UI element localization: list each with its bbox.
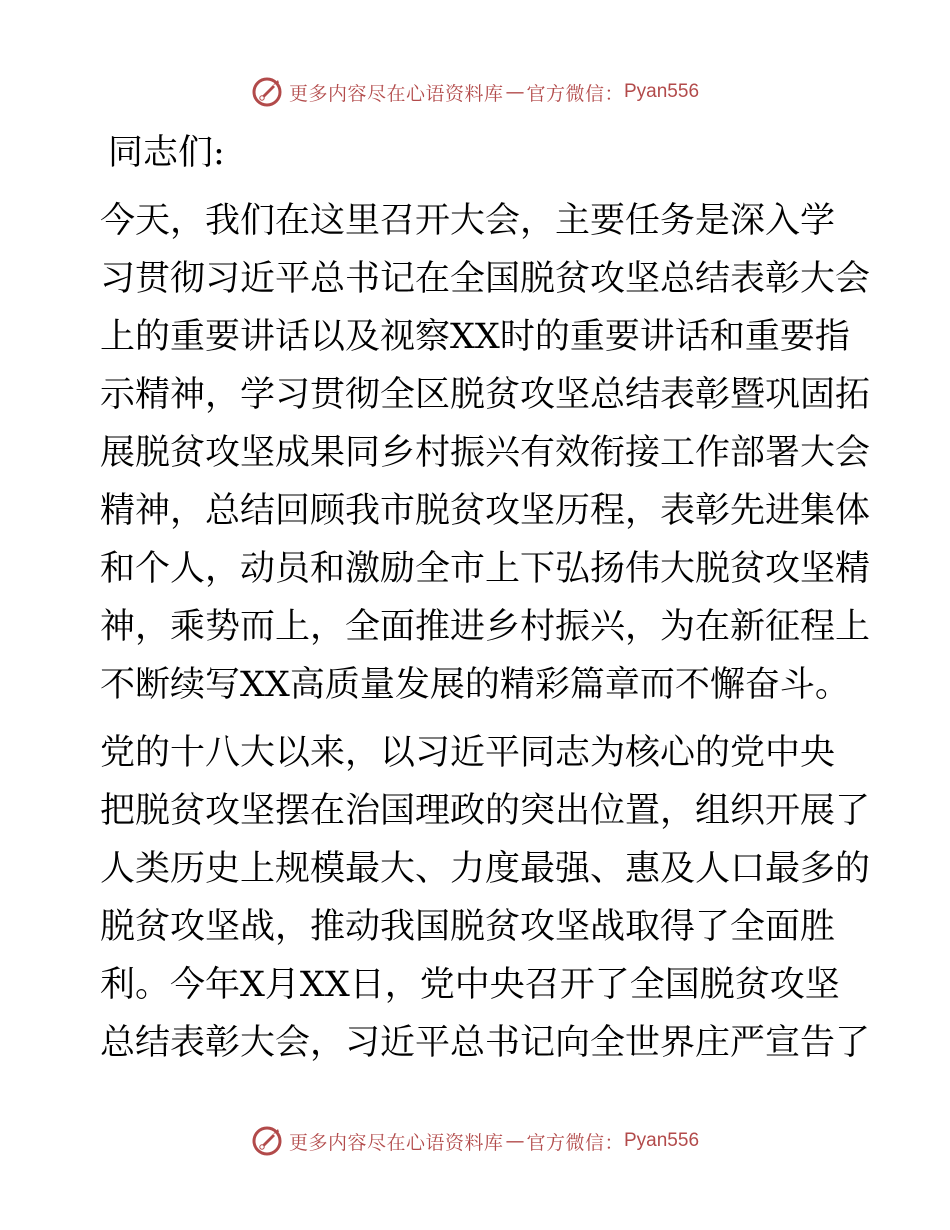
paragraph-line: 精神，总结回顾我市脱贫攻坚历程，表彰先进集体 bbox=[100, 491, 871, 531]
header-separator: — bbox=[505, 81, 525, 103]
paragraph-line: 人类历史上规模最大、力度最强、惠及人口最多的 bbox=[100, 849, 871, 889]
paragraph-line: 展脱贫攻坚成果同乡村振兴有效衔接工作部署大会 bbox=[100, 433, 871, 473]
page-header-watermark bbox=[0, 72, 950, 112]
paragraph-line: 今天，我们在这里召开大会，主要任务是深入学 bbox=[100, 201, 836, 241]
footer-separator: — bbox=[505, 1130, 525, 1152]
quill-logo-icon bbox=[251, 76, 283, 108]
header-brand-text: 更多内容尽在心语资料库 bbox=[288, 82, 504, 105]
paragraph-line: 利。今年X月XX日，党中央召开了全国脱贫攻坚 bbox=[100, 965, 840, 1005]
footer-wechat-label: 官方微信： bbox=[526, 1131, 624, 1154]
document-body bbox=[100, 124, 871, 1082]
paragraph-1 bbox=[100, 192, 871, 714]
paragraph-line: 把脱贫攻坚摆在治国理政的突出位置，组织开展了 bbox=[100, 791, 871, 831]
paragraph-line: 不断续写XX高质量发展的精彩篇章而不懈奋斗。 bbox=[100, 665, 850, 705]
footer-wechat-id: Pyan556 bbox=[624, 1130, 700, 1151]
paragraph-2 bbox=[100, 724, 871, 1072]
paragraph-line: 党的十八大以来，以习近平同志为核心的党中央 bbox=[100, 733, 836, 773]
paragraph-line: 示精神，学习贯彻全区脱贫攻坚总结表彰暨巩固拓 bbox=[100, 375, 871, 415]
paragraph-line: 上的重要讲话以及视察XX时的重要讲话和重要指 bbox=[100, 317, 850, 357]
page-footer-watermark bbox=[0, 1121, 950, 1161]
paragraph-line: 神，乘势而上，全面推进乡村振兴，为在新征程上 bbox=[100, 607, 871, 647]
quill-logo-icon bbox=[251, 1125, 283, 1157]
header-wechat-label: 官方微信： bbox=[526, 82, 624, 105]
footer-brand-text: 更多内容尽在心语资料库 bbox=[288, 1131, 504, 1154]
paragraph-line: 习贯彻习近平总书记在全国脱贫攻坚总结表彰大会 bbox=[100, 259, 871, 299]
header-wechat-id: Pyan556 bbox=[624, 81, 700, 102]
paragraph-line: 和个人，动员和激励全市上下弘扬伟大脱贫攻坚精 bbox=[100, 549, 871, 589]
paragraph-line: 总结表彰大会，习近平总书记向全世界庄严宣告了 bbox=[100, 1023, 871, 1063]
paragraph-line: 脱贫攻坚战，推动我国脱贫攻坚战取得了全面胜 bbox=[100, 907, 836, 947]
salutation: 同志们: bbox=[108, 133, 225, 173]
